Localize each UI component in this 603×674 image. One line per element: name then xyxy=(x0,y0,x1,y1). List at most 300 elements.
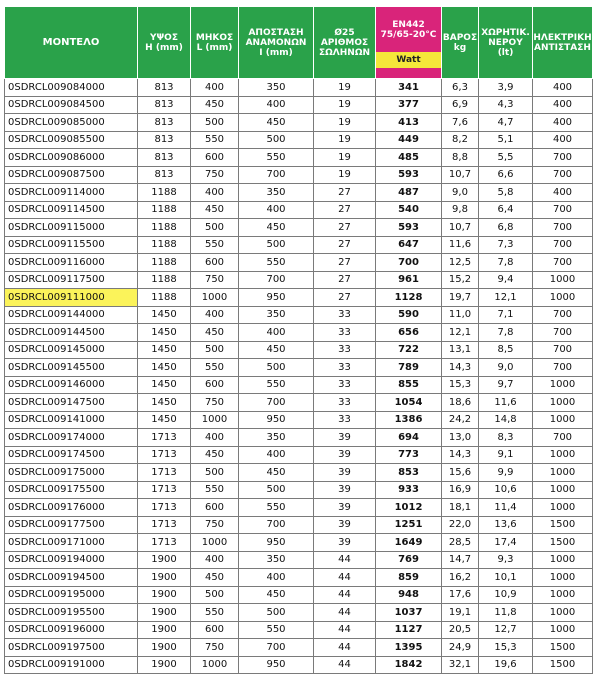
cell-heater: 1000 xyxy=(533,464,593,482)
cell-heater: 700 xyxy=(533,219,593,237)
cell-watt: 1054 xyxy=(376,394,442,412)
cell-tubes: 44 xyxy=(314,569,376,587)
cell-tubes: 44 xyxy=(314,656,376,674)
cell-distance: 700 xyxy=(239,166,314,184)
cell-length: 450 xyxy=(191,201,239,219)
cell-watt: 540 xyxy=(376,201,442,219)
cell-watt: 487 xyxy=(376,184,442,202)
table-row xyxy=(5,446,593,464)
header-model: ΜΟΝΤΕΛΟ xyxy=(5,7,138,79)
header-length: ΜΗΚΟΣ L (mm) xyxy=(191,7,239,79)
cell-weight: 7,6 xyxy=(442,114,479,132)
cell-model: 0SDRCL009145500 xyxy=(5,359,138,377)
cell-distance: 700 xyxy=(239,271,314,289)
cell-watt: 590 xyxy=(376,306,442,324)
cell-weight: 13,0 xyxy=(442,429,479,447)
header-distance: ΑΠΟΣΤΑΣΗ ΑΝΑΜΟΝΩΝ I (mm) xyxy=(239,7,314,79)
cell-distance: 700 xyxy=(239,394,314,412)
cell-heater: 400 xyxy=(533,114,593,132)
cell-length: 750 xyxy=(191,516,239,534)
cell-tubes: 39 xyxy=(314,499,376,517)
cell-distance: 350 xyxy=(239,184,314,202)
cell-model: 0SDRCL009085500 xyxy=(5,131,138,149)
cell-height: 1450 xyxy=(138,411,191,429)
cell-height: 813 xyxy=(138,166,191,184)
cell-weight: 6,3 xyxy=(442,79,479,97)
cell-capacity: 19,6 xyxy=(479,656,533,674)
table-row xyxy=(5,569,593,587)
cell-capacity: 10,6 xyxy=(479,481,533,499)
cell-weight: 15,2 xyxy=(442,271,479,289)
cell-watt: 593 xyxy=(376,219,442,237)
cell-heater: 700 xyxy=(533,341,593,359)
cell-watt: 773 xyxy=(376,446,442,464)
cell-watt: 1037 xyxy=(376,604,442,622)
cell-weight: 19,1 xyxy=(442,604,479,622)
table-row xyxy=(5,359,593,377)
cell-heater: 1500 xyxy=(533,656,593,674)
header-capacity: ΧΩΡΗΤΙΚ. ΝΕΡΟΥ (lt) xyxy=(479,7,533,79)
cell-distance: 550 xyxy=(239,621,314,639)
cell-model: 0SDRCL009147500 xyxy=(5,394,138,412)
cell-height: 1900 xyxy=(138,604,191,622)
cell-distance: 350 xyxy=(239,429,314,447)
cell-distance: 950 xyxy=(239,411,314,429)
cell-heater: 700 xyxy=(533,324,593,342)
cell-height: 1900 xyxy=(138,586,191,604)
cell-tubes: 19 xyxy=(314,79,376,97)
cell-weight: 16,2 xyxy=(442,569,479,587)
cell-heater: 1000 xyxy=(533,481,593,499)
cell-length: 1000 xyxy=(191,289,239,307)
cell-tubes: 19 xyxy=(314,114,376,132)
cell-distance: 400 xyxy=(239,569,314,587)
table-row xyxy=(5,551,593,569)
cell-heater: 1000 xyxy=(533,551,593,569)
cell-tubes: 44 xyxy=(314,586,376,604)
header-weight: ΒΑΡΟΣ kg xyxy=(442,7,479,79)
cell-model: 0SDRCL009195500 xyxy=(5,604,138,622)
cell-tubes: 33 xyxy=(314,359,376,377)
table-row xyxy=(5,604,593,622)
cell-model: 0SDRCL009115500 xyxy=(5,236,138,254)
cell-heater: 700 xyxy=(533,429,593,447)
cell-heater: 1000 xyxy=(533,289,593,307)
cell-heater: 400 xyxy=(533,184,593,202)
cell-tubes: 39 xyxy=(314,516,376,534)
cell-capacity: 9,7 xyxy=(479,376,533,394)
cell-weight: 11,0 xyxy=(442,306,479,324)
cell-model: 0SDRCL009196000 xyxy=(5,621,138,639)
cell-tubes: 19 xyxy=(314,131,376,149)
cell-capacity: 6,8 xyxy=(479,219,533,237)
cell-heater: 1000 xyxy=(533,586,593,604)
cell-watt: 413 xyxy=(376,114,442,132)
table-row xyxy=(5,516,593,534)
cell-height: 1188 xyxy=(138,201,191,219)
cell-watt: 789 xyxy=(376,359,442,377)
cell-tubes: 27 xyxy=(314,236,376,254)
table-row xyxy=(5,464,593,482)
cell-length: 400 xyxy=(191,429,239,447)
cell-model: 0SDRCL009176000 xyxy=(5,499,138,517)
cell-tubes: 44 xyxy=(314,621,376,639)
cell-watt: 485 xyxy=(376,149,442,167)
cell-distance: 550 xyxy=(239,499,314,517)
cell-weight: 14,3 xyxy=(442,359,479,377)
cell-tubes: 33 xyxy=(314,394,376,412)
cell-tubes: 33 xyxy=(314,324,376,342)
cell-capacity: 7,8 xyxy=(479,324,533,342)
cell-tubes: 39 xyxy=(314,534,376,552)
cell-model: 0SDRCL009174500 xyxy=(5,446,138,464)
cell-height: 1188 xyxy=(138,289,191,307)
cell-watt: 853 xyxy=(376,464,442,482)
cell-length: 450 xyxy=(191,446,239,464)
cell-model: 0SDRCL009084000 xyxy=(5,79,138,97)
cell-weight: 22,0 xyxy=(442,516,479,534)
cell-height: 1188 xyxy=(138,219,191,237)
cell-distance: 450 xyxy=(239,114,314,132)
cell-weight: 20,5 xyxy=(442,621,479,639)
table-row xyxy=(5,271,593,289)
cell-weight: 12,5 xyxy=(442,254,479,272)
table-row xyxy=(5,429,593,447)
cell-tubes: 33 xyxy=(314,341,376,359)
cell-capacity: 5,5 xyxy=(479,149,533,167)
cell-watt: 961 xyxy=(376,271,442,289)
cell-distance: 950 xyxy=(239,289,314,307)
table-row xyxy=(5,236,593,254)
cell-distance: 550 xyxy=(239,149,314,167)
cell-length: 450 xyxy=(191,96,239,114)
cell-model: 0SDRCL009085000 xyxy=(5,114,138,132)
cell-heater: 400 xyxy=(533,79,593,97)
cell-height: 1188 xyxy=(138,236,191,254)
table-row xyxy=(5,534,593,552)
cell-watt: 647 xyxy=(376,236,442,254)
cell-capacity: 12,7 xyxy=(479,621,533,639)
cell-weight: 14,3 xyxy=(442,446,479,464)
cell-heater: 700 xyxy=(533,359,593,377)
cell-capacity: 12,1 xyxy=(479,289,533,307)
header-en442 xyxy=(376,7,442,79)
cell-height: 1713 xyxy=(138,534,191,552)
table-row xyxy=(5,656,593,674)
cell-capacity: 11,8 xyxy=(479,604,533,622)
cell-weight: 9,8 xyxy=(442,201,479,219)
cell-model: 0SDRCL009177500 xyxy=(5,516,138,534)
table-row xyxy=(5,96,593,114)
table-row xyxy=(5,131,593,149)
cell-capacity: 8,3 xyxy=(479,429,533,447)
cell-capacity: 7,3 xyxy=(479,236,533,254)
cell-height: 813 xyxy=(138,114,191,132)
cell-weight: 19,7 xyxy=(442,289,479,307)
cell-heater: 1000 xyxy=(533,376,593,394)
cell-length: 450 xyxy=(191,569,239,587)
cell-length: 400 xyxy=(191,79,239,97)
cell-length: 500 xyxy=(191,586,239,604)
cell-height: 813 xyxy=(138,79,191,97)
cell-length: 400 xyxy=(191,184,239,202)
cell-heater: 1000 xyxy=(533,394,593,412)
cell-heater: 700 xyxy=(533,236,593,254)
table-row xyxy=(5,411,593,429)
cell-capacity: 11,6 xyxy=(479,394,533,412)
cell-watt: 948 xyxy=(376,586,442,604)
cell-model: 0SDRCL009175500 xyxy=(5,481,138,499)
cell-model: 0SDRCL009087500 xyxy=(5,166,138,184)
cell-length: 450 xyxy=(191,324,239,342)
cell-model: 0SDRCL009114000 xyxy=(5,184,138,202)
cell-length: 750 xyxy=(191,394,239,412)
cell-distance: 450 xyxy=(239,586,314,604)
cell-model: 0SDRCL009191000 xyxy=(5,656,138,674)
cell-heater: 1500 xyxy=(533,534,593,552)
cell-distance: 700 xyxy=(239,639,314,657)
cell-height: 1450 xyxy=(138,394,191,412)
cell-weight: 18,1 xyxy=(442,499,479,517)
cell-model: 0SDRCL009146000 xyxy=(5,376,138,394)
cell-length: 600 xyxy=(191,621,239,639)
cell-capacity: 6,6 xyxy=(479,166,533,184)
cell-weight: 8,8 xyxy=(442,149,479,167)
cell-model: 0SDRCL009194500 xyxy=(5,569,138,587)
cell-tubes: 39 xyxy=(314,464,376,482)
cell-capacity: 4,3 xyxy=(479,96,533,114)
cell-length: 400 xyxy=(191,306,239,324)
table-row xyxy=(5,306,593,324)
table-row xyxy=(5,376,593,394)
cell-heater: 1000 xyxy=(533,446,593,464)
cell-capacity: 15,3 xyxy=(479,639,533,657)
cell-weight: 11,6 xyxy=(442,236,479,254)
cell-weight: 10,7 xyxy=(442,166,479,184)
cell-model: 0SDRCL009174000 xyxy=(5,429,138,447)
cell-distance: 500 xyxy=(239,131,314,149)
cell-capacity: 4,7 xyxy=(479,114,533,132)
cell-height: 1188 xyxy=(138,271,191,289)
cell-weight: 15,3 xyxy=(442,376,479,394)
cell-distance: 500 xyxy=(239,481,314,499)
cell-model: 0SDRCL009171000 xyxy=(5,534,138,552)
cell-height: 1900 xyxy=(138,621,191,639)
cell-length: 750 xyxy=(191,166,239,184)
cell-watt: 1386 xyxy=(376,411,442,429)
cell-distance: 450 xyxy=(239,341,314,359)
cell-heater: 1000 xyxy=(533,569,593,587)
table-row xyxy=(5,324,593,342)
cell-tubes: 44 xyxy=(314,639,376,657)
cell-capacity: 7,1 xyxy=(479,306,533,324)
cell-length: 750 xyxy=(191,639,239,657)
cell-capacity: 10,1 xyxy=(479,569,533,587)
cell-watt: 1649 xyxy=(376,534,442,552)
cell-length: 1000 xyxy=(191,534,239,552)
cell-heater: 700 xyxy=(533,149,593,167)
cell-distance: 350 xyxy=(239,79,314,97)
cell-height: 1713 xyxy=(138,481,191,499)
cell-watt: 694 xyxy=(376,429,442,447)
cell-tubes: 33 xyxy=(314,306,376,324)
cell-height: 813 xyxy=(138,149,191,167)
cell-capacity: 14,8 xyxy=(479,411,533,429)
cell-capacity: 10,9 xyxy=(479,586,533,604)
cell-model: 0SDRCL009086000 xyxy=(5,149,138,167)
header-en442-top: EN442 75/65-20°C xyxy=(380,20,437,40)
cell-height: 1450 xyxy=(138,341,191,359)
cell-model: 0SDRCL009195000 xyxy=(5,586,138,604)
cell-weight: 17,6 xyxy=(442,586,479,604)
cell-weight: 8,2 xyxy=(442,131,479,149)
cell-model: 0SDRCL009114500 xyxy=(5,201,138,219)
cell-length: 750 xyxy=(191,271,239,289)
cell-capacity: 5,8 xyxy=(479,184,533,202)
cell-model: 0SDRCL009144500 xyxy=(5,324,138,342)
cell-heater: 700 xyxy=(533,201,593,219)
cell-watt: 656 xyxy=(376,324,442,342)
cell-watt: 1012 xyxy=(376,499,442,517)
cell-length: 500 xyxy=(191,341,239,359)
cell-height: 1900 xyxy=(138,551,191,569)
cell-heater: 1000 xyxy=(533,411,593,429)
cell-length: 550 xyxy=(191,481,239,499)
header-row xyxy=(5,7,593,79)
cell-distance: 400 xyxy=(239,324,314,342)
cell-weight: 32,1 xyxy=(442,656,479,674)
cell-weight: 10,7 xyxy=(442,219,479,237)
cell-model: 0SDRCL009084500 xyxy=(5,96,138,114)
cell-weight: 16,9 xyxy=(442,481,479,499)
table-row xyxy=(5,481,593,499)
cell-length: 550 xyxy=(191,131,239,149)
cell-distance: 400 xyxy=(239,446,314,464)
cell-length: 600 xyxy=(191,254,239,272)
cell-length: 550 xyxy=(191,604,239,622)
cell-distance: 550 xyxy=(239,376,314,394)
cell-watt: 855 xyxy=(376,376,442,394)
table-row xyxy=(5,639,593,657)
cell-capacity: 3,9 xyxy=(479,79,533,97)
cell-model: 0SDRCL009145000 xyxy=(5,341,138,359)
cell-capacity: 5,1 xyxy=(479,131,533,149)
spec-table xyxy=(4,6,593,674)
table-row xyxy=(5,621,593,639)
cell-heater: 1000 xyxy=(533,271,593,289)
cell-weight: 13,1 xyxy=(442,341,479,359)
cell-tubes: 19 xyxy=(314,96,376,114)
cell-length: 500 xyxy=(191,114,239,132)
table-row xyxy=(5,79,593,97)
table-row xyxy=(5,341,593,359)
cell-tubes: 19 xyxy=(314,166,376,184)
cell-height: 1450 xyxy=(138,324,191,342)
cell-height: 1900 xyxy=(138,656,191,674)
cell-watt: 341 xyxy=(376,79,442,97)
cell-capacity: 7,8 xyxy=(479,254,533,272)
cell-watt: 933 xyxy=(376,481,442,499)
header-height: ΥΨΟΣ H (mm) xyxy=(138,7,191,79)
cell-length: 400 xyxy=(191,551,239,569)
cell-tubes: 27 xyxy=(314,184,376,202)
cell-length: 600 xyxy=(191,499,239,517)
cell-capacity: 17,4 xyxy=(479,534,533,552)
cell-model: 0SDRCL009111000 xyxy=(5,289,138,307)
cell-tubes: 44 xyxy=(314,551,376,569)
cell-tubes: 39 xyxy=(314,446,376,464)
cell-height: 1900 xyxy=(138,569,191,587)
cell-model: 0SDRCL009144000 xyxy=(5,306,138,324)
cell-capacity: 9,3 xyxy=(479,551,533,569)
cell-model: 0SDRCL009197500 xyxy=(5,639,138,657)
cell-heater: 700 xyxy=(533,306,593,324)
cell-heater: 700 xyxy=(533,166,593,184)
cell-watt: 1395 xyxy=(376,639,442,657)
cell-height: 1450 xyxy=(138,306,191,324)
cell-heater: 1000 xyxy=(533,499,593,517)
cell-capacity: 9,1 xyxy=(479,446,533,464)
cell-heater: 1000 xyxy=(533,604,593,622)
cell-distance: 400 xyxy=(239,201,314,219)
cell-distance: 500 xyxy=(239,236,314,254)
cell-weight: 14,7 xyxy=(442,551,479,569)
cell-tubes: 27 xyxy=(314,289,376,307)
cell-height: 1450 xyxy=(138,376,191,394)
table-row xyxy=(5,149,593,167)
table-row xyxy=(5,499,593,517)
cell-watt: 1127 xyxy=(376,621,442,639)
cell-tubes: 27 xyxy=(314,254,376,272)
cell-distance: 950 xyxy=(239,656,314,674)
cell-heater: 700 xyxy=(533,254,593,272)
table-row xyxy=(5,201,593,219)
cell-weight: 28,5 xyxy=(442,534,479,552)
table-row xyxy=(5,114,593,132)
cell-watt: 1842 xyxy=(376,656,442,674)
table-row xyxy=(5,166,593,184)
table-row xyxy=(5,289,593,307)
cell-capacity: 8,5 xyxy=(479,341,533,359)
cell-heater: 1500 xyxy=(533,639,593,657)
cell-model: 0SDRCL009115000 xyxy=(5,219,138,237)
cell-height: 1713 xyxy=(138,446,191,464)
cell-model: 0SDRCL009116000 xyxy=(5,254,138,272)
cell-watt: 1128 xyxy=(376,289,442,307)
cell-height: 1188 xyxy=(138,254,191,272)
cell-capacity: 9,9 xyxy=(479,464,533,482)
cell-tubes: 33 xyxy=(314,411,376,429)
cell-length: 600 xyxy=(191,149,239,167)
cell-height: 813 xyxy=(138,96,191,114)
cell-tubes: 39 xyxy=(314,481,376,499)
cell-distance: 450 xyxy=(239,219,314,237)
cell-weight: 24,2 xyxy=(442,411,479,429)
cell-tubes: 44 xyxy=(314,604,376,622)
cell-height: 1713 xyxy=(138,499,191,517)
cell-length: 500 xyxy=(191,464,239,482)
cell-model: 0SDRCL009141000 xyxy=(5,411,138,429)
table-row xyxy=(5,394,593,412)
table-row xyxy=(5,219,593,237)
cell-watt: 593 xyxy=(376,166,442,184)
cell-heater: 400 xyxy=(533,131,593,149)
cell-weight: 15,6 xyxy=(442,464,479,482)
cell-tubes: 27 xyxy=(314,219,376,237)
cell-tubes: 39 xyxy=(314,429,376,447)
cell-model: 0SDRCL009175000 xyxy=(5,464,138,482)
cell-watt: 1251 xyxy=(376,516,442,534)
